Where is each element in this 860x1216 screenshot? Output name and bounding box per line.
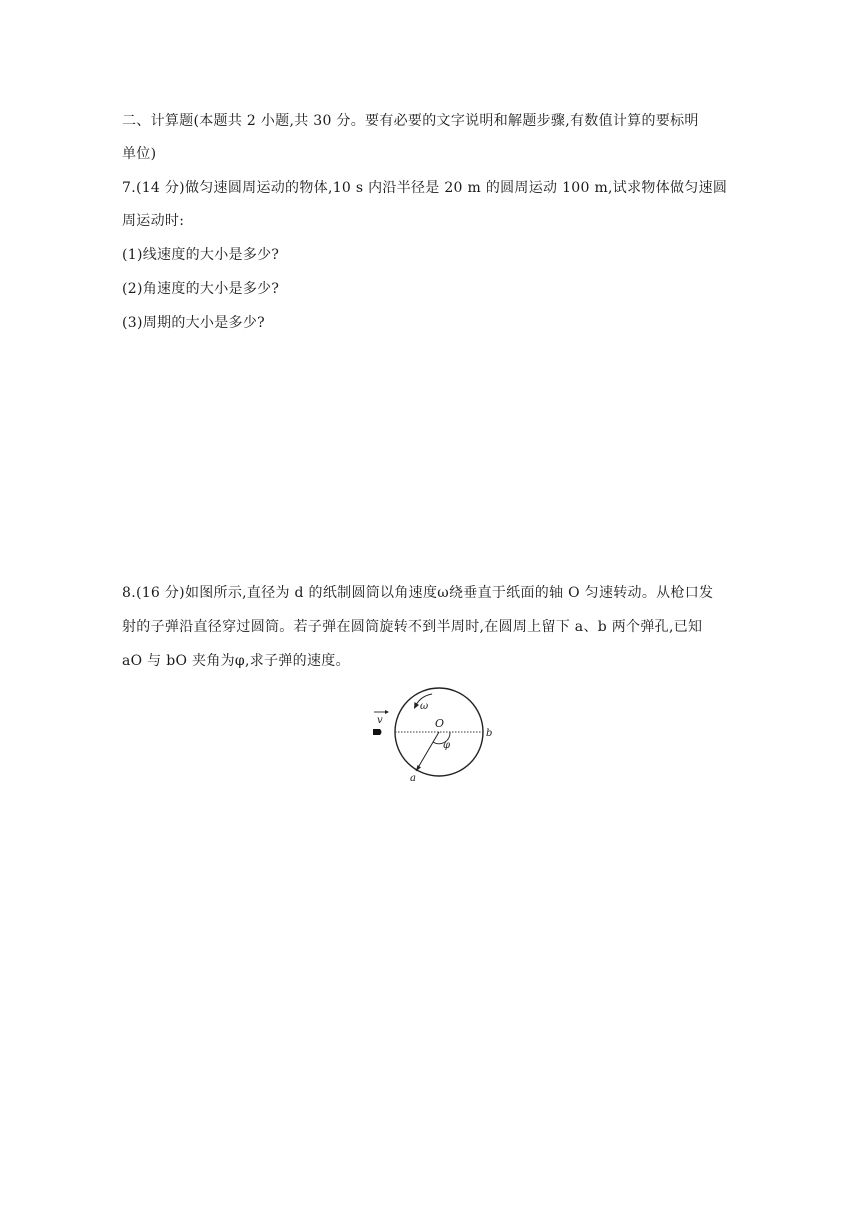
label-v: v <box>377 715 383 726</box>
question-8-line-2: 射的子弹沿直径穿过圆筒。若子弹在圆筒旋转不到半周时,在圆周上留下 a、b 两个弹孔,已知 <box>122 619 703 635</box>
rotation-arrowhead <box>414 702 419 709</box>
question-7-subquestion-1: (1)线速度的大小是多少? <box>122 247 280 263</box>
label-omega: ω <box>420 701 429 712</box>
radius-to-a <box>416 732 439 771</box>
label-a: a <box>410 773 416 784</box>
velocity-arrowhead <box>385 710 389 714</box>
section-heading-line-1: 二、计算题(本题共 2 小题,共 30 分。要有必要的文字说明和解题步骤,有数值计算的要标明 <box>122 113 699 129</box>
radius-arrowhead <box>416 765 421 771</box>
bullet-icon <box>373 729 382 735</box>
question-7-subquestion-2: (2)角速度的大小是多少? <box>122 281 280 297</box>
question-8-line-1: 8.(16 分)如图所示,直径为 d 的纸制圆筒以角速度ω绕垂直于纸面的轴 O 匀速转动。从枪口发 <box>122 585 714 601</box>
label-b: b <box>486 728 493 739</box>
question-7-line-2: 周运动时: <box>122 213 185 229</box>
question-8-line-3: aO 与 bO 夹角为φ,求子弹的速度。 <box>122 653 350 669</box>
rotating-cylinder-figure <box>364 682 504 792</box>
cylinder-diagram <box>364 682 504 792</box>
label-O: O <box>435 717 445 730</box>
question-7-line-1: 7.(14 分)做匀速圆周运动的物体,10 s 内沿半径是 20 m 的圆周运动 100 m,试求物体做匀速圆 <box>122 180 728 196</box>
label-phi: φ <box>443 740 451 751</box>
question-7-subquestion-3: (3)周期的大小是多少? <box>122 315 265 331</box>
section-heading-line-2: 单位) <box>122 146 157 162</box>
